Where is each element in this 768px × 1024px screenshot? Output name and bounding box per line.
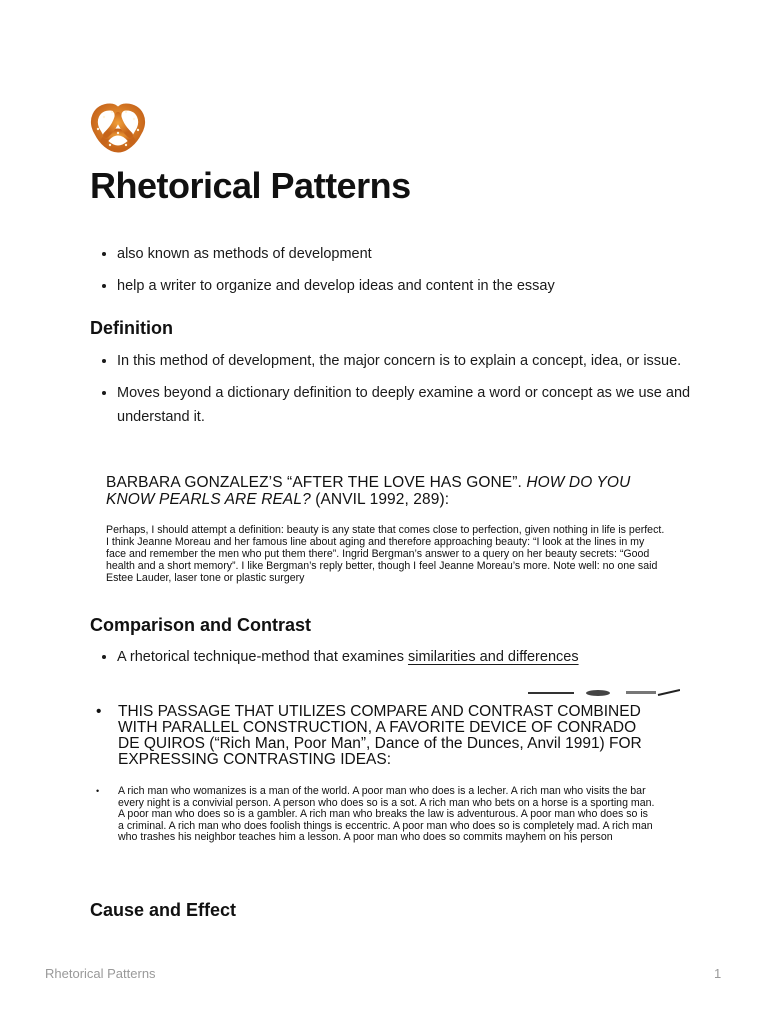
comparison-list [90,645,697,677]
section-heading-definition: Definition [90,318,173,338]
comparison-quote-image [96,704,656,844]
quote-heading: BARBARA GONZALEZ’S “AFTER THE LOVE HAS GONE”. HOW DO YOU KNOW PEARLS ARE REAL? (ANVIL 1992, 289): [106,474,631,508]
page-title: Rhetorical Patterns [90,165,411,206]
similarities-link[interactable]: similarities and differences [407,649,579,665]
pretzel-icon [90,103,146,153]
list-item: • also known as methods of development [117,242,697,266]
definition-list [90,349,697,437]
section-heading-cause-effect: Cause and Effect [90,900,237,920]
list-item: • Moves beyond a dictionary definition to deeply examine a word or concept as we use and understand it. [117,381,697,429]
footer-title: Rhetorical Patterns [45,966,156,981]
list-item: • help a writer to organize and develop ideas and content in the essay [117,274,697,298]
intro-list [90,242,697,306]
quote-heading: • THIS PASSAGE THAT UTILIZES COMPARE AND CONTRAST COMBINED WITH PARALLEL CONSTRUCTION, A FAVORITE DEVICE OF CONRADO DE QUIROS (“Rich Man, Poor Man”, Dance of the Dunces, Anvil 1991) FOR EXPRESSING CONTRASTING IDEAS: [96,703,642,768]
section-heading-comparison: Comparison and Contrast [90,615,312,635]
quote-body: Perhaps, I should attempt a definition: beauty is any state that comes close to perfection, given nothing in life is perfect. I think Jeanne Moreau and her famous line about aging and therefore approaching beauty: “I look at the lines in my face and remember the men who put them there”. Ingrid Bergman’s answer to a query on her beauty secrets: “Good health and a short memory”. I like Bergman’s reply better, though I feel Jeanne Moreau’s more. Note well: no one said Estee Lauder, laser tone or plastic surgery [106,524,665,584]
scan-artifact [528,689,680,697]
definition-quote-image [106,474,666,584]
page-number: 1 [714,966,722,981]
quote-body: • A rich man who womanizes is a man of the world. A poor man who does is a lecher. A rich man who visits the bar every night is a convivial person. A person who does so is a sot. A rich man who bets on a horse is a sporting man. A poor man who does so is a gambler. A rich man who breaks the law is adventurous. A poor man who does so is a criminal. A rich man who does foolish things is eccentric. A poor man who does so is completely mad. A rich man who trashes his neighbor teaches him a lesson. A poor man who does so commits mayhem on his person [96,785,655,843]
list-item: • In this method of development, the major concern is to explain a concept, idea, or issue. [117,349,697,373]
list-item: • A rhetorical technique-method that examines similarities and differences [117,645,697,669]
